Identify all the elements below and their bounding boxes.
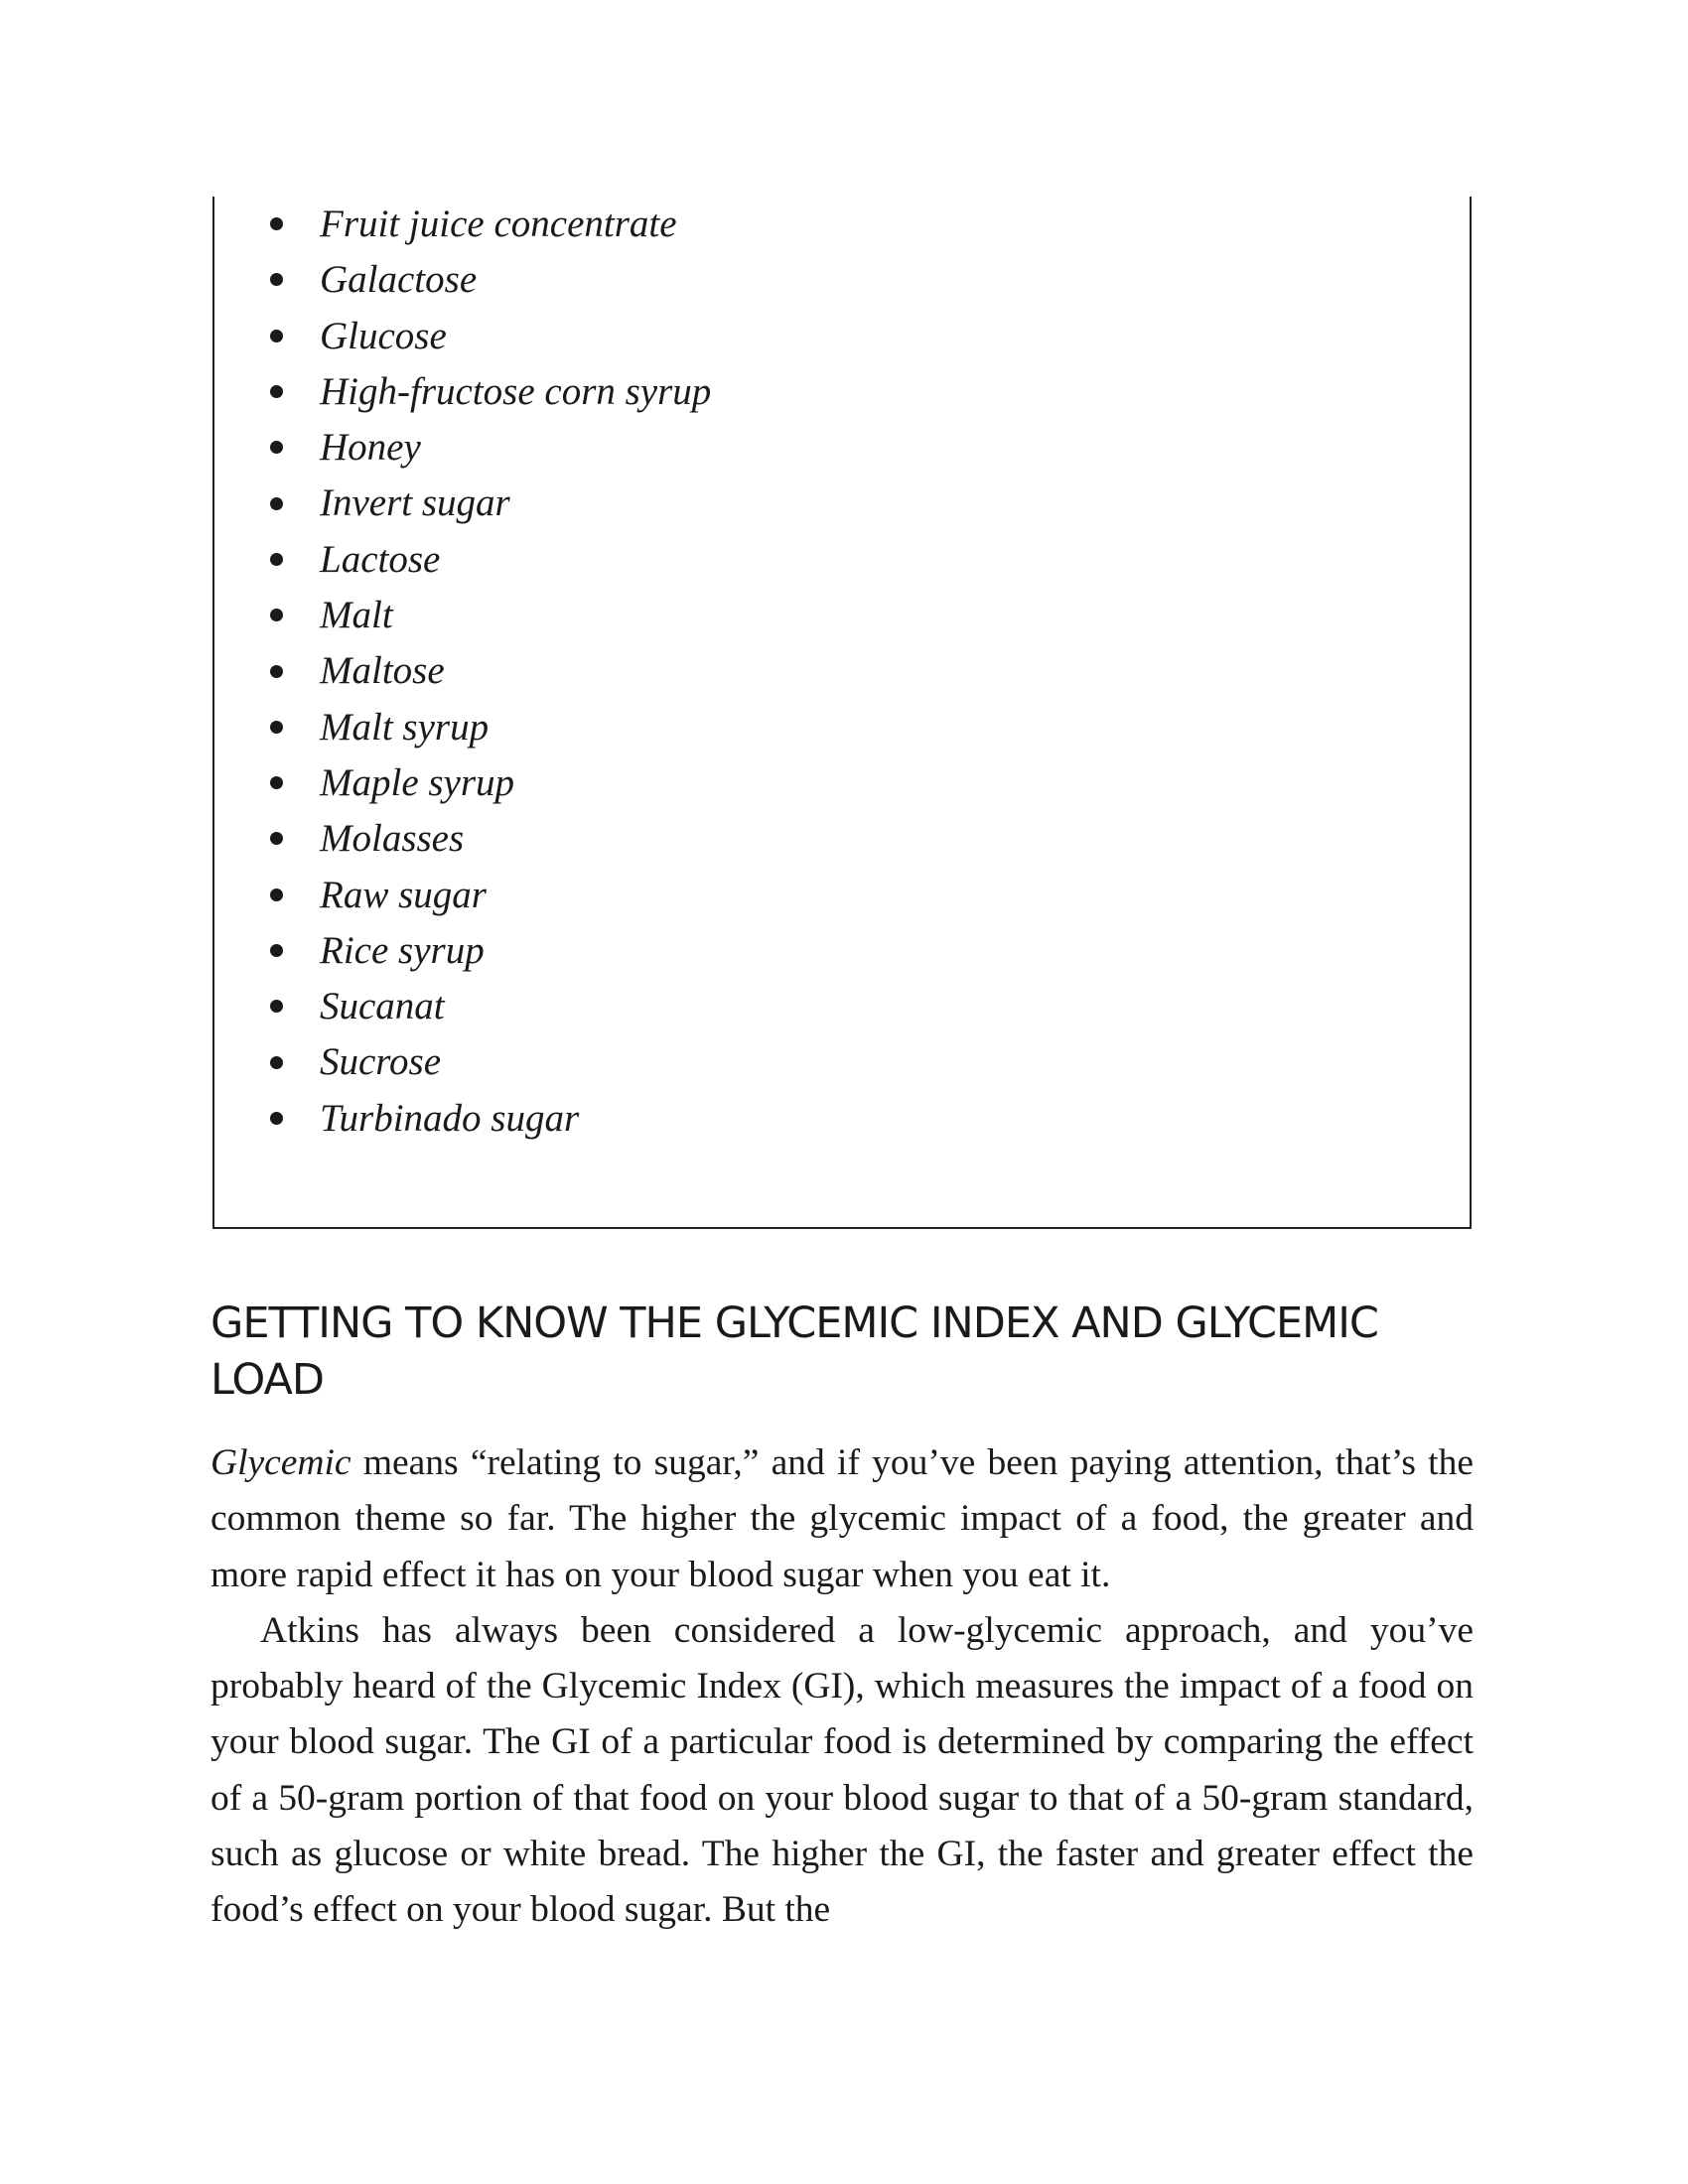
list-item-label: Malt: [320, 594, 393, 637]
list-item: [270, 1034, 711, 1090]
bullet-icon: [270, 1000, 283, 1013]
list-item-label: Fruit juice concentrate: [320, 203, 677, 245]
bullet-icon: [270, 776, 283, 789]
list-item-label: Raw sugar: [320, 873, 487, 916]
list-item-label: Sucrose: [320, 1040, 442, 1084]
bullet-icon: [270, 441, 283, 454]
list-item-label: Honey: [320, 426, 421, 470]
list-item-label: Molasses: [320, 817, 465, 861]
list-item: [270, 532, 711, 588]
bullet-icon: [270, 832, 283, 845]
list-item: [270, 309, 711, 364]
bullet-icon: [270, 330, 283, 342]
bullet-icon: [270, 888, 283, 901]
list-item: [270, 364, 711, 420]
list-item: [270, 420, 711, 476]
list-item-label: Galactose: [320, 258, 478, 302]
list-item: [270, 476, 711, 531]
bullet-icon: [270, 1056, 283, 1069]
list-item-label: Sucanat: [320, 985, 445, 1028]
bullet-icon: [270, 665, 283, 678]
list-item-label: Rice syrup: [320, 928, 485, 972]
list-item-label: Glucose: [320, 314, 447, 357]
sugar-names-list: [270, 197, 711, 1147]
list-item-label: High-fructose corn syrup: [320, 369, 712, 413]
list-item-label: Maple syrup: [320, 760, 515, 804]
bullet-icon: [270, 217, 283, 230]
bullet-icon: [270, 1112, 283, 1125]
bullet-icon: [270, 553, 283, 566]
bullet-icon: [270, 609, 283, 621]
paragraph-glycemic-definition: [211, 1435, 1474, 1603]
body-text: [211, 1435, 1474, 1939]
bullet-icon: [270, 385, 283, 398]
bullet-icon: [270, 944, 283, 957]
sugar-names-sidebar: [212, 197, 1472, 1229]
paragraph-text: means “relating to sugar,” and if you’ve been paying attention, that’s the common theme so far. The higher the glycemic impact of a food, the greater and more rapid effect it has on your blood sugar when you eat it.: [211, 1442, 1474, 1595]
section-heading: GETTING TO KNOW THE GLYCEMIC INDEX AND GLYCEMIC LOAD: [211, 1298, 1378, 1405]
emphasized-term: Glycemic: [211, 1442, 352, 1483]
list-item: [270, 811, 711, 867]
list-item: [270, 643, 711, 699]
list-item: [270, 197, 711, 252]
list-item: [270, 252, 711, 308]
list-item: [270, 700, 711, 755]
list-item: [270, 1091, 711, 1147]
list-item: [270, 868, 711, 923]
paragraph-glycemic-index: Atkins has always been considered a low-glycemic approach, and you’ve probably heard of the Glycemic Index (GI), which measures the impact of a food on your blood sugar. The GI of a particular food is determined by comparing the effect of a 50-gram portion of that food on your blood sugar to that of a 50-gram standard, such as glucose or white bread. The higher the GI, the faster and greater effect the food’s effect on your blood sugar. But the: [211, 1609, 1474, 1931]
list-item-label: Maltose: [320, 649, 445, 693]
list-item: [270, 588, 711, 643]
list-item: [270, 755, 711, 811]
bullet-icon: [270, 721, 283, 734]
list-item: [270, 979, 711, 1034]
list-item-label: Malt syrup: [320, 705, 490, 749]
list-item-label: Turbinado sugar: [320, 1096, 580, 1140]
list-item-label: Lactose: [320, 537, 441, 581]
bullet-icon: [270, 497, 283, 510]
list-item-label: Invert sugar: [320, 481, 510, 525]
bullet-icon: [270, 273, 283, 286]
list-item: [270, 923, 711, 979]
